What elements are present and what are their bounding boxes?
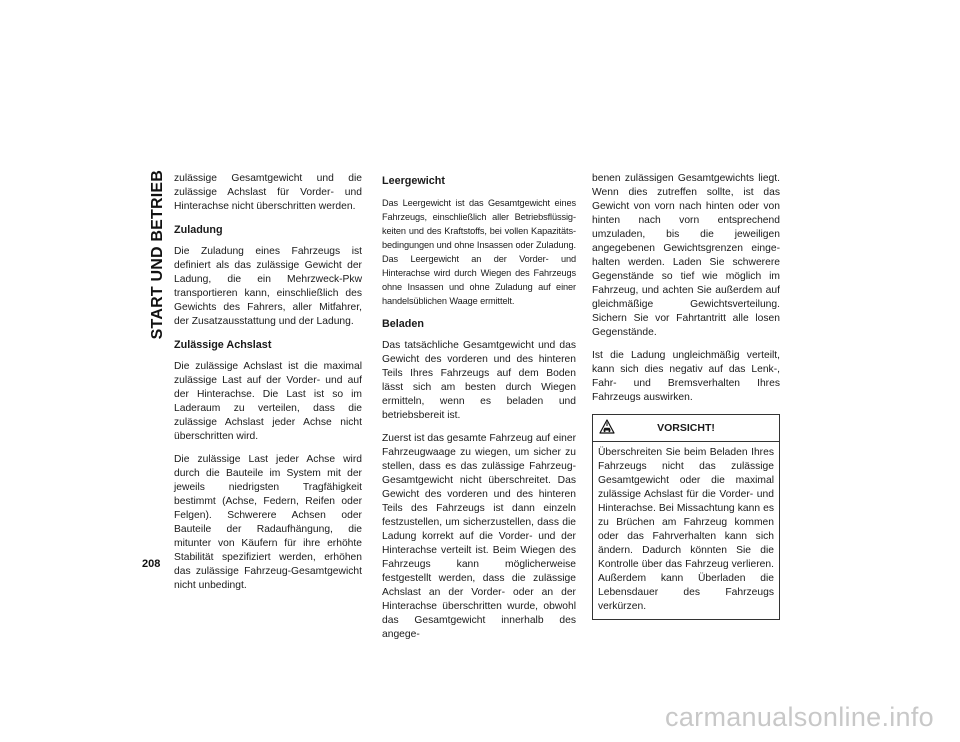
heading-leergewicht: Leergewicht: [382, 175, 445, 187]
paragraph-condensed: Das Leergewicht ist das Gesamtgewicht eines Fahrzeugs, einschließlich aller Betriebsflüssigkeiten und des Kraftstoffs, bei vollen Kapazitätsbedingungen und ohne Insassen oder Zuladung. Das Leergewicht an der Vorder- und Hinterachse wird durch Wiegen des Fahrzeugs ohne Insassen und ohne Zuladung auf einer handelsüblichen Waage ermittelt.: [382, 198, 576, 306]
paragraph: Die zulässige Achslast ist die maximal zulässige Last auf der Vorder- und auf der Hinterachse. Die Last ist so im Laderaum zu verteilen, dass die zulässige Achslast jeder Achse nicht überschritten wird.: [174, 361, 362, 442]
paragraph: Ist die Ladung ungleichmäßig verteilt, kann sich dies negativ auf das Lenk-, Fahr- und Bremsverhalten Ihres Fahrzeugs auswirken.: [592, 350, 780, 403]
caution-header: [593, 415, 779, 442]
caution-text: Überschreiten Sie beim Beladen Ihres Fahrzeugs nicht das zulässige Gesamtgewicht oder die maximal zulässige Achslast für die Vorder- und Hinterachse. Bei Missachtung kann es zu Brüchen am Fahrzeug kommen oder das Fahrverhalten kann sich ändern. Dadurch könnten Sie die Kontrolle über das Fahrzeug verlieren. Außerdem kann Überladen die Lebensdauer des Fahrzeugs verkürzen.: [598, 447, 774, 612]
text-column-3: [592, 172, 780, 620]
heading-zulaessige-achslast: Zulässige Achslast: [174, 339, 272, 351]
paragraph: Die zulässige Last jeder Achse wird durch die Bauteile im System mit der jeweils niedrigsten Tragfähigkeit bestimmt (Achse, Federn, Reifen oder Felgen). Schwerere Achsen oder Bauteile der Radaufhängung, die mitunter von Käufern für ihre erhöhte Stabilität spezifiziert werden, erhöhen das zulässige Fahrzeug-Gesamtgewicht nicht unbedingt.: [174, 454, 362, 591]
paragraph: benen zulässigen Gesamtgewichts liegt. Wenn dies zutreffen sollte, ist das Gewicht von vorn nach hinten oder von hinten nach vorn entsprechend umzuladen, bis die jeweiligen angegebenen Gewichtsgrenzen eingehalten werden. Laden Sie schwerere Gegenstände so tief wie möglich im Fahrzeug, und achten Sie außerdem auf gleichmäßige Gewichtsverteilung. Sichern Sie vor Fahrtantritt alle losen Gegenstände.: [592, 173, 780, 338]
watermark: carmanualsonline.info: [665, 702, 934, 732]
caution-car-icon: [599, 419, 615, 435]
chapter-title: START UND BETRIEB: [149, 170, 166, 340]
paragraph: Die Zuladung eines Fahrzeugs ist definiert als das zulässige Gewicht der Ladung, die ein Mehrzweck-Pkw transportieren kann, einschließlich des Gewichts des Fahrers, aller Mitfahrer, der Zusatzausstattung und der Ladung.: [174, 246, 362, 327]
text-column-2: [382, 172, 576, 651]
page-number: 208: [142, 558, 161, 570]
paragraph: zulässige Gesamtgewicht und die zulässige Achslast für Vorder- und Hinterachse nicht überschritten werden.: [174, 173, 362, 212]
paragraph: Zuerst ist das gesamte Fahrzeug auf einer Fahrzeugwaage zu wiegen, um sicher zu stellen, dass es das zulässige Fahrzeug-Gesamtgewicht nicht überschreitet. Das Gewicht des vorderen und des hinteren Teils des Fahrzeugs ist dann einzeln festzustellen, um sicherzustellen, dass die Ladung korrekt auf die Vorder- und der Hinterachse verteilt ist. Beim Wiegen des Fahrzeugs kann möglicherweise festgestellt werden, dass die zulässige Achslast an der Vorder- oder an der Hinterachse überschritten wurde, obwohl das Gesamtgewicht innerhalb des angege-: [382, 433, 576, 640]
paragraph: Das tatsächliche Gesamtgewicht und das Gewicht des vorderen und des hinteren Teils Ihres Fahrzeugs auf dem Boden lässt sich am besten durch Wiegen ermitteln, wenn es beladen und betriebsbereit ist.: [382, 340, 576, 421]
heading-beladen: Beladen: [382, 318, 425, 330]
caution-title: VORSICHT!: [657, 422, 715, 434]
caution-box: [592, 414, 780, 620]
chapter-side-tab: [138, 170, 166, 370]
text-column-1: [174, 172, 362, 602]
heading-zuladung: Zuladung: [174, 224, 223, 236]
